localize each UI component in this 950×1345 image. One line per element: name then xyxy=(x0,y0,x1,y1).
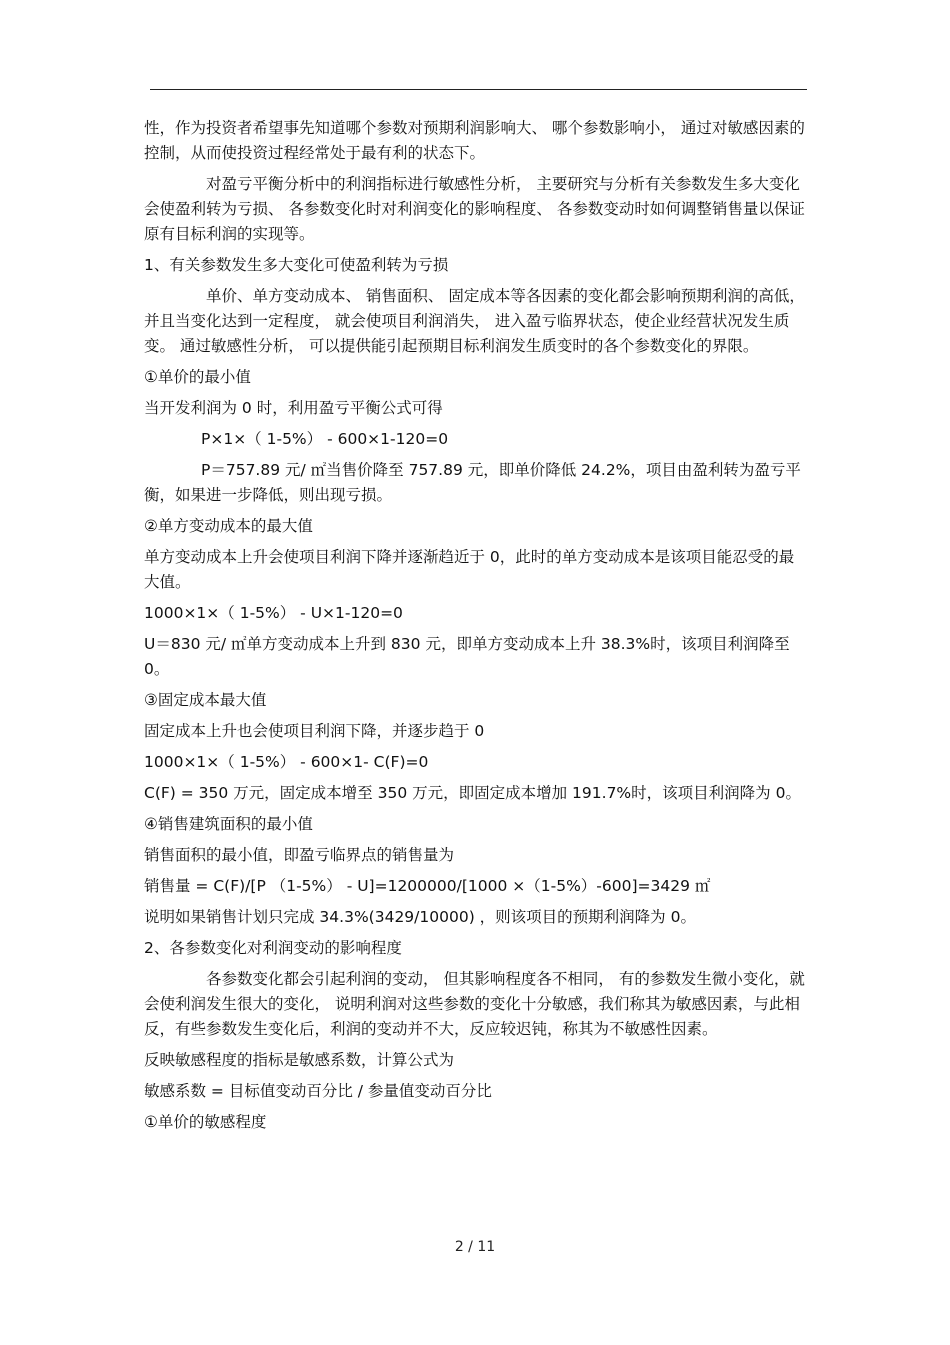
header-rule xyxy=(150,89,807,90)
paragraph: 单价、单方变动成本、 销售面积、 固定成本等各因素的变化都会影响预期利润的高低， 并且当变化达到一定程度， 就会使项目利润消失， 进入盈亏临界状态，使企业经营状况发生质变。 通过敏感性分析， 可以提供能引起预期目标利润发生质变时的各个参数变化的界限。 xyxy=(144,287,810,355)
paragraph: ①单价的敏感程度 xyxy=(144,1113,267,1131)
paragraph: ②单方变动成本的最大值 xyxy=(144,517,313,535)
paragraph: U＝830 元/ ㎡单方变动成本上升到 830 元，即单方变动成本上升 38.3%时，该项目利润降至 0。 xyxy=(144,635,795,678)
paragraph: 2、各参数变化对利润变动的影响程度 xyxy=(144,939,402,957)
paragraph: 当开发利润为 0 时，利用盈亏平衡公式可得 xyxy=(144,399,443,417)
paragraph: 1000×1×（ 1-5%） - U×1-120=0 xyxy=(144,604,403,622)
paragraph: 反映敏感程度的指标是敏感系数，计算公式为 xyxy=(144,1051,455,1069)
paragraph: 销售量 = C(F)/[P （1-5%） - U]=1200000/[1000 ×（1-5%）-600]=3429 ㎡ xyxy=(144,877,711,895)
paragraph: P＝757.89 元/ ㎡当售价降至 757.89 元，即单价降低 24.2%，项目由盈利转为盈亏平衡，如果进一步降低，则出现亏损。 xyxy=(144,461,801,504)
paragraph: ④销售建筑面积的最小值 xyxy=(144,815,313,833)
paragraph: 敏感系数 = 目标值变动百分比 / 参量值变动百分比 xyxy=(144,1082,492,1100)
paragraph: 固定成本上升也会使项目利润下降，并逐步趋于 0 xyxy=(144,722,485,740)
paragraph: C(F) = 350 万元，固定成本增至 350 万元，即固定成本增加 191.7%时，该项目利润降为 0。 xyxy=(144,784,801,802)
paragraph: 1、有关参数发生多大变化可使盈利转为亏损 xyxy=(144,256,449,274)
paragraph: ③固定成本最大值 xyxy=(144,691,267,709)
paragraph: 各参数变化都会引起利润的变动， 但其影响程度各不相同， 有的参数发生微小变化，就会使利润发生很大的变化， 说明利润对这些参数的变化十分敏感，我们称其为敏感因素，与此相反，有些参数发生变化后，利润的变动并不大，反应较迟钝，称其为不敏感性因素。 xyxy=(144,970,805,1038)
paragraph: P×1×（ 1-5%） - 600×1-120=0 xyxy=(201,430,449,448)
paragraph: 销售面积的最小值，即盈亏临界点的销售量为 xyxy=(144,846,455,864)
paragraph: 说明如果销售计划只完成 34.3%(3429/10000) ，则该项目的预期利润降为 0。 xyxy=(144,908,696,926)
paragraph: 性，作为投资者希望事先知道哪个参数对预期利润影响大、 哪个参数影响小， 通过对敏感因素的控制，从而使投资过程经常处于最有利的状态下。 xyxy=(144,119,805,162)
document-body xyxy=(144,116,809,1141)
paragraph: 对盈亏平衡分析中的利润指标进行敏感性分析， 主要研究与分析有关参数发生多大变化会使盈利转为亏损、 各参数变化时对利润变化的影响程度、 各参数变动时如何调整销售量以保证原有目标利润的实现等。 xyxy=(144,175,805,243)
paragraph: 单方变动成本上升会使项目利润下降并逐渐趋近于 0，此时的单方变动成本是该项目能忍受的最大值。 xyxy=(144,548,795,591)
paragraph: 1000×1×（ 1-5%） - 600×1- C(F)=0 xyxy=(144,753,429,771)
paragraph: ①单价的最小值 xyxy=(144,368,251,386)
page-number: 2 / 11 xyxy=(454,1239,496,1255)
